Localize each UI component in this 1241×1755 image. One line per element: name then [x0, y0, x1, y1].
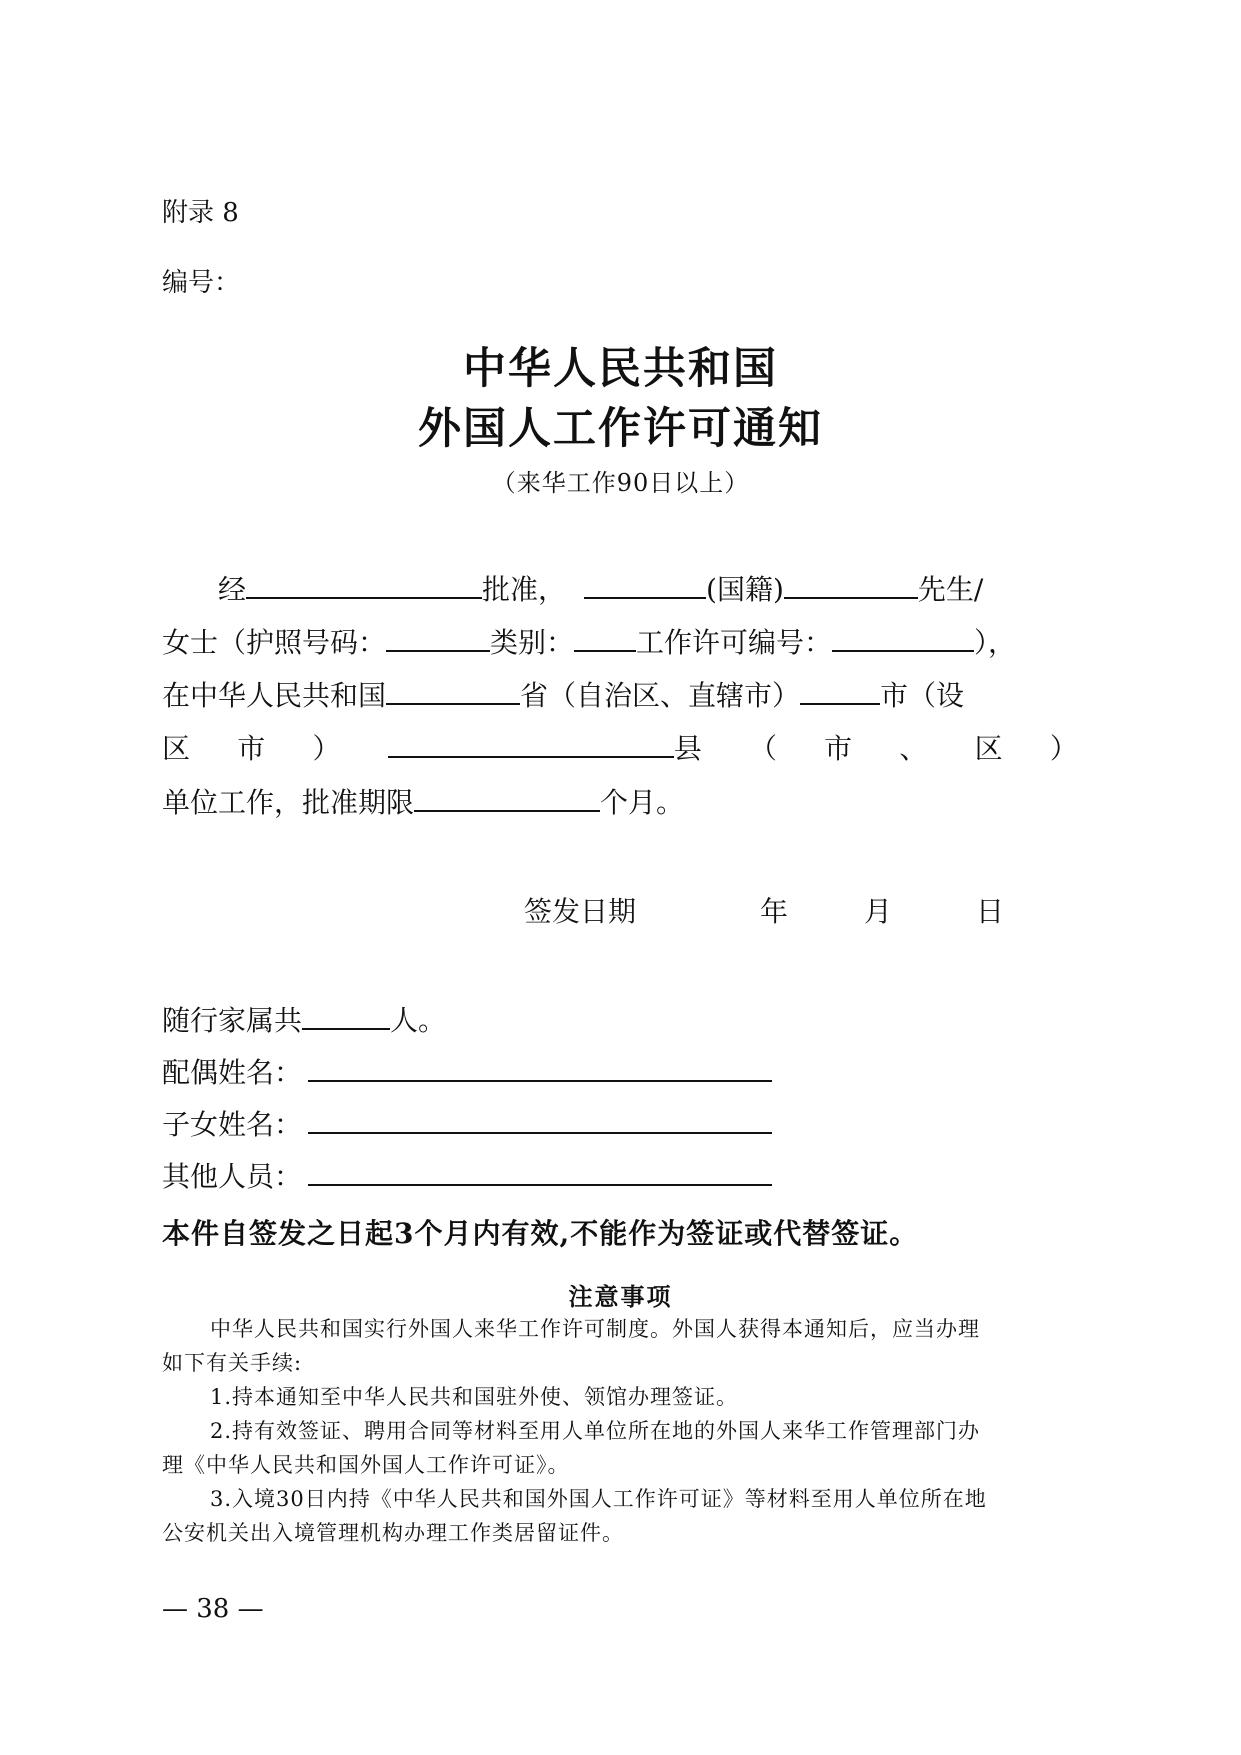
family-count-line	[162, 998, 446, 1042]
county-blank[interactable]	[388, 726, 674, 758]
text: 区	[974, 732, 1003, 765]
text: 女士（护照号码：	[162, 626, 387, 659]
text: 市（设	[880, 679, 965, 712]
notes-item-1: 1.持本通知至中华人民共和国驻外使、领馆办理签证。	[210, 1385, 739, 1409]
sign-date-day: 日	[976, 895, 1005, 928]
nationality-blank[interactable]	[584, 567, 706, 599]
text: ）	[312, 732, 341, 765]
text: 、	[899, 732, 928, 765]
body-line-2	[162, 620, 1016, 664]
page-number: — 38 —	[162, 1594, 264, 1624]
text: 市	[237, 732, 266, 765]
body-line-1	[218, 567, 983, 611]
text: 经	[218, 573, 247, 606]
text: 批准，	[482, 573, 567, 606]
others-name-blank[interactable]	[308, 1154, 772, 1186]
notes-item-2-line-2: 理《中华人民共和国外国人工作许可证》。	[162, 1453, 570, 1477]
doc-number-label: 编号：	[162, 268, 241, 298]
notes-item-2-line-1: 2.持有效签证、聘用合同等材料至用人单位所在地的外国人来华工作管理部门办	[210, 1419, 981, 1443]
spouse-name-blank[interactable]	[308, 1050, 772, 1082]
text: 配偶姓名：	[162, 1056, 303, 1089]
county-field	[388, 726, 702, 771]
appendix-label: 附录 8	[162, 198, 239, 228]
children-line	[162, 1102, 772, 1146]
text: 随行家属共	[162, 1004, 303, 1037]
text: 单位工作，批准期限	[162, 786, 415, 819]
family-count-blank[interactable]	[302, 998, 390, 1030]
category-blank[interactable]	[574, 620, 636, 652]
approver-blank[interactable]	[246, 567, 482, 599]
sign-date-year: 年	[760, 895, 789, 928]
sign-date-label: 签发日期	[524, 895, 637, 928]
text: 子女姓名：	[162, 1108, 303, 1141]
notes-item-3-line-1: 3.入境30日内持《中华人民共和国外国人工作许可证》等材料至用人单位所在地	[210, 1487, 987, 1511]
title-line-1: 中华人民共和国	[463, 344, 778, 394]
subtitle: （来华工作90日以上）	[491, 469, 750, 497]
period-blank[interactable]	[414, 780, 600, 812]
text: 在中华人民共和国	[162, 679, 387, 712]
text: 先生/	[917, 573, 984, 606]
name-blank[interactable]	[784, 567, 918, 599]
text: (国籍)	[706, 573, 784, 606]
text: 县	[673, 732, 702, 765]
body-line-3	[162, 673, 964, 717]
others-line	[162, 1154, 772, 1198]
city-blank[interactable]	[800, 673, 880, 705]
text: 类别：	[490, 626, 575, 659]
text: 区	[162, 732, 191, 765]
body-line-5	[162, 780, 684, 824]
text: 省（自治区、直辖市）	[520, 679, 801, 712]
text: 市	[824, 732, 853, 765]
text: ）	[1049, 732, 1078, 765]
sign-date-month: 月	[864, 895, 893, 928]
notes-intro-line-1: 中华人民共和国实行外国人来华工作许可制度。外国人获得本通知后，应当办理	[210, 1317, 980, 1341]
text: 人。	[390, 1004, 447, 1037]
body-line-4	[162, 726, 1078, 770]
spouse-line	[162, 1050, 772, 1094]
notes-intro-line-2: 如下有关手续:	[162, 1351, 303, 1375]
text: （	[748, 732, 777, 765]
title-line-2: 外国人工作许可通知	[418, 404, 823, 454]
children-name-blank[interactable]	[308, 1102, 772, 1134]
notes-item-3-line-2: 公安机关出入境管理机构办理工作类居留证件。	[162, 1521, 624, 1545]
permit-number-blank[interactable]	[832, 620, 974, 652]
text: 个月。	[600, 786, 685, 819]
text: 工作许可编号：	[636, 626, 833, 659]
province-blank[interactable]	[386, 673, 520, 705]
notes-title: 注意事项	[568, 1282, 673, 1311]
text: ），	[974, 626, 1017, 659]
passport-number-blank[interactable]	[386, 620, 490, 652]
validity-note: 本件自签发之日起3个月内有效,不能作为签证或代替签证。	[162, 1217, 919, 1250]
text: 其他人员：	[162, 1160, 303, 1193]
